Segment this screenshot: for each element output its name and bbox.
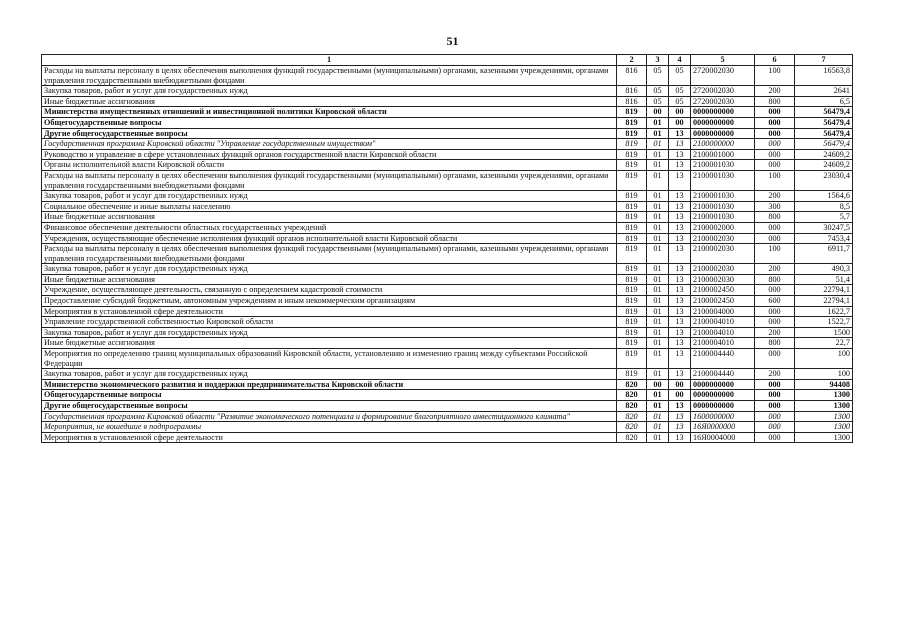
table-row xyxy=(42,128,853,139)
table-row xyxy=(42,338,853,349)
cell-target-article: 2100002450 xyxy=(691,296,755,307)
cell-expense-type: 800 xyxy=(755,212,795,223)
cell-ministry-code: 819 xyxy=(617,327,647,338)
cell-target-article: 0000000000 xyxy=(691,379,755,390)
cell-expense-type: 300 xyxy=(755,201,795,212)
table-row xyxy=(42,96,853,107)
cell-amount: 1622,7 xyxy=(795,306,853,317)
cell-target-article: 2100004010 xyxy=(691,338,755,349)
table-row xyxy=(42,432,853,443)
table-row xyxy=(42,411,853,422)
cell-ministry-code: 819 xyxy=(617,349,647,369)
cell-ministry-code: 819 xyxy=(617,107,647,118)
cell-subsection: 13 xyxy=(669,170,691,190)
cell-expense-type: 600 xyxy=(755,296,795,307)
cell-name: Иные бюджетные ассигнования xyxy=(42,96,617,107)
cell-amount: 1564,6 xyxy=(795,191,853,202)
cell-section: 01 xyxy=(647,432,669,443)
cell-subsection: 05 xyxy=(669,86,691,97)
cell-section: 01 xyxy=(647,170,669,190)
cell-target-article: 0000000000 xyxy=(691,401,755,412)
cell-ministry-code: 819 xyxy=(617,317,647,328)
table-row xyxy=(42,86,853,97)
cell-name: Закупка товаров, работ и услуг для государственных нужд xyxy=(42,86,617,97)
cell-amount: 56479,4 xyxy=(795,139,853,150)
cell-name: Общегосударственные вопросы xyxy=(42,117,617,128)
cell-target-article: 2100001030 xyxy=(691,191,755,202)
table-row xyxy=(42,264,853,275)
cell-subsection: 13 xyxy=(669,212,691,223)
column-header: 3 xyxy=(647,55,669,66)
cell-expense-type: 100 xyxy=(755,170,795,190)
cell-section: 00 xyxy=(647,379,669,390)
cell-ministry-code: 819 xyxy=(617,296,647,307)
budget-table xyxy=(41,54,853,443)
cell-subsection: 13 xyxy=(669,139,691,150)
cell-target-article: 0000000000 xyxy=(691,390,755,401)
cell-expense-type: 200 xyxy=(755,191,795,202)
cell-subsection: 13 xyxy=(669,160,691,171)
cell-amount: 1300 xyxy=(795,422,853,433)
table-row xyxy=(42,285,853,296)
cell-name: Управление государственной собственностью Кировской области xyxy=(42,317,617,328)
cell-expense-type: 800 xyxy=(755,338,795,349)
cell-name: Расходы на выплаты персоналу в целях обеспечения выполнения функций государственными (муниципальными) органами, казенными учреждениями, органами управления государственными внебюджетными фондами xyxy=(42,66,617,86)
cell-expense-type: 000 xyxy=(755,401,795,412)
cell-name: Расходы на выплаты персоналу в целях обеспечения выполнения функций государственными (муниципальными) органами, казенными учреждениями, органами управления государственными внебюджетными фондами xyxy=(42,170,617,190)
cell-target-article: 2100001030 xyxy=(691,201,755,212)
cell-target-article: 16Я0004000 xyxy=(691,432,755,443)
cell-subsection: 13 xyxy=(669,191,691,202)
cell-ministry-code: 816 xyxy=(617,96,647,107)
cell-expense-type: 200 xyxy=(755,264,795,275)
cell-name: Другие общегосударственные вопросы xyxy=(42,128,617,139)
cell-subsection: 13 xyxy=(669,306,691,317)
cell-expense-type: 000 xyxy=(755,160,795,171)
cell-section: 01 xyxy=(647,285,669,296)
cell-amount: 100 xyxy=(795,369,853,380)
cell-section: 01 xyxy=(647,296,669,307)
cell-subsection: 13 xyxy=(669,296,691,307)
cell-ministry-code: 819 xyxy=(617,222,647,233)
cell-target-article: 2100002000 xyxy=(691,222,755,233)
cell-name: Мероприятия в установленной сфере деятельности xyxy=(42,432,617,443)
cell-amount: 6911,7 xyxy=(795,244,853,264)
column-header: 5 xyxy=(691,55,755,66)
cell-name: Мероприятия, не вошедшие в подпрограммы xyxy=(42,422,617,433)
table-row xyxy=(42,160,853,171)
cell-amount: 24609,2 xyxy=(795,149,853,160)
table-row xyxy=(42,422,853,433)
table-row xyxy=(42,401,853,412)
cell-section: 01 xyxy=(647,139,669,150)
table-row xyxy=(42,379,853,390)
cell-ministry-code: 819 xyxy=(617,233,647,244)
cell-amount: 30247,5 xyxy=(795,222,853,233)
table-row xyxy=(42,306,853,317)
cell-name: Учреждения, осуществляющие обеспечение исполнения функций органов исполнительной власти Кировской области xyxy=(42,233,617,244)
cell-expense-type: 000 xyxy=(755,432,795,443)
cell-target-article: 2100004010 xyxy=(691,317,755,328)
cell-subsection: 13 xyxy=(669,264,691,275)
cell-subsection: 00 xyxy=(669,390,691,401)
cell-expense-type: 000 xyxy=(755,117,795,128)
cell-ministry-code: 819 xyxy=(617,160,647,171)
cell-ministry-code: 819 xyxy=(617,139,647,150)
table-row xyxy=(42,327,853,338)
cell-name: Другие общегосударственные вопросы xyxy=(42,401,617,412)
cell-ministry-code: 820 xyxy=(617,401,647,412)
table-row xyxy=(42,117,853,128)
cell-subsection: 13 xyxy=(669,432,691,443)
cell-amount: 56479,4 xyxy=(795,107,853,118)
cell-subsection: 13 xyxy=(669,244,691,264)
column-header: 7 xyxy=(795,55,853,66)
cell-section: 01 xyxy=(647,338,669,349)
cell-amount: 1300 xyxy=(795,401,853,412)
cell-section: 01 xyxy=(647,411,669,422)
cell-name: Общегосударственные вопросы xyxy=(42,390,617,401)
cell-amount: 6,5 xyxy=(795,96,853,107)
cell-amount: 2641 xyxy=(795,86,853,97)
cell-section: 01 xyxy=(647,244,669,264)
cell-ministry-code: 819 xyxy=(617,369,647,380)
cell-target-article: 16Я0000000 xyxy=(691,422,755,433)
cell-subsection: 13 xyxy=(669,201,691,212)
cell-expense-type: 000 xyxy=(755,411,795,422)
table-row xyxy=(42,139,853,150)
cell-name: Закупка товаров, работ и услуг для государственных нужд xyxy=(42,327,617,338)
cell-expense-type: 000 xyxy=(755,222,795,233)
cell-expense-type: 000 xyxy=(755,233,795,244)
cell-target-article: 2100002030 xyxy=(691,274,755,285)
cell-name: Расходы на выплаты персоналу в целях обеспечения выполнения функций государственными (муниципальными) органами, казенными учреждениями, органами управления государственными внебюджетными фондами xyxy=(42,244,617,264)
cell-expense-type: 000 xyxy=(755,422,795,433)
cell-section: 01 xyxy=(647,274,669,285)
cell-name: Иные бюджетные ассигнования xyxy=(42,274,617,285)
table-row xyxy=(42,66,853,86)
cell-name: Закупка товаров, работ и услуг для государственных нужд xyxy=(42,264,617,275)
cell-section: 01 xyxy=(647,327,669,338)
cell-name: Закупка товаров, работ и услуг для государственных нужд xyxy=(42,369,617,380)
cell-target-article: 2100002030 xyxy=(691,244,755,264)
cell-target-article: 2100002450 xyxy=(691,285,755,296)
cell-ministry-code: 820 xyxy=(617,379,647,390)
cell-section: 01 xyxy=(647,117,669,128)
cell-name: Министерство экономического развития и поддержки предпринимательства Кировской области xyxy=(42,379,617,390)
cell-amount: 22794,1 xyxy=(795,285,853,296)
cell-ministry-code: 819 xyxy=(617,264,647,275)
cell-subsection: 13 xyxy=(669,349,691,369)
cell-subsection: 00 xyxy=(669,379,691,390)
cell-subsection: 05 xyxy=(669,96,691,107)
cell-name: Государственная программа Кировской области "Развитие экономического потенциала и формирование благоприятного инвестиционного климата" xyxy=(42,411,617,422)
cell-target-article: 2720002030 xyxy=(691,66,755,86)
cell-target-article: 2100004440 xyxy=(691,369,755,380)
cell-expense-type: 000 xyxy=(755,349,795,369)
cell-target-article: 2100002030 xyxy=(691,264,755,275)
cell-section: 01 xyxy=(647,149,669,160)
cell-amount: 22794,1 xyxy=(795,296,853,307)
column-header: 1 xyxy=(42,55,617,66)
cell-expense-type: 100 xyxy=(755,244,795,264)
cell-section: 01 xyxy=(647,390,669,401)
cell-section: 01 xyxy=(647,401,669,412)
cell-name: Учреждение, осуществляющее деятельность, связанную с определением кадастровой стоимости xyxy=(42,285,617,296)
table-row xyxy=(42,296,853,307)
cell-ministry-code: 819 xyxy=(617,212,647,223)
cell-section: 05 xyxy=(647,86,669,97)
cell-section: 01 xyxy=(647,191,669,202)
cell-subsection: 13 xyxy=(669,422,691,433)
cell-subsection: 13 xyxy=(669,411,691,422)
cell-amount: 1300 xyxy=(795,411,853,422)
cell-ministry-code: 820 xyxy=(617,432,647,443)
cell-subsection: 13 xyxy=(669,401,691,412)
cell-ministry-code: 820 xyxy=(617,390,647,401)
cell-section: 01 xyxy=(647,233,669,244)
cell-expense-type: 200 xyxy=(755,327,795,338)
cell-name: Мероприятия по определению границ муниципальных образований Кировской области, установлению и изменению границ между субъектами Российской Федерации xyxy=(42,349,617,369)
cell-expense-type: 200 xyxy=(755,369,795,380)
cell-name: Иные бюджетные ассигнования xyxy=(42,338,617,349)
cell-name: Социальное обеспечение и иные выплаты населению xyxy=(42,201,617,212)
cell-expense-type: 000 xyxy=(755,139,795,150)
cell-ministry-code: 819 xyxy=(617,170,647,190)
cell-expense-type: 000 xyxy=(755,379,795,390)
cell-target-article: 2100001030 xyxy=(691,160,755,171)
cell-target-article: 0000000000 xyxy=(691,107,755,118)
cell-ministry-code: 819 xyxy=(617,244,647,264)
cell-amount: 100 xyxy=(795,349,853,369)
cell-target-article: 0000000000 xyxy=(691,117,755,128)
cell-section: 01 xyxy=(647,369,669,380)
table-row xyxy=(42,274,853,285)
table-row xyxy=(42,233,853,244)
cell-ministry-code: 816 xyxy=(617,66,647,86)
cell-ministry-code: 819 xyxy=(617,191,647,202)
table-row xyxy=(42,317,853,328)
cell-target-article: 1600000000 xyxy=(691,411,755,422)
cell-name: Иные бюджетные ассигнования xyxy=(42,212,617,223)
cell-subsection: 13 xyxy=(669,338,691,349)
cell-section: 05 xyxy=(647,66,669,86)
cell-ministry-code: 819 xyxy=(617,149,647,160)
cell-section: 01 xyxy=(647,422,669,433)
table-row xyxy=(42,244,853,264)
cell-amount: 51,4 xyxy=(795,274,853,285)
column-header: 4 xyxy=(669,55,691,66)
cell-subsection: 13 xyxy=(669,128,691,139)
cell-expense-type: 000 xyxy=(755,306,795,317)
cell-section: 01 xyxy=(647,212,669,223)
cell-target-article: 2100001000 xyxy=(691,149,755,160)
cell-section: 01 xyxy=(647,306,669,317)
cell-ministry-code: 819 xyxy=(617,306,647,317)
cell-subsection: 13 xyxy=(669,327,691,338)
cell-subsection: 00 xyxy=(669,117,691,128)
cell-expense-type: 200 xyxy=(755,86,795,97)
cell-target-article: 2100001030 xyxy=(691,212,755,223)
cell-name: Мероприятия в установленной сфере деятельности xyxy=(42,306,617,317)
cell-target-article: 0000000000 xyxy=(691,128,755,139)
table-row xyxy=(42,149,853,160)
cell-ministry-code: 819 xyxy=(617,285,647,296)
cell-section: 01 xyxy=(647,201,669,212)
cell-amount: 22,7 xyxy=(795,338,853,349)
cell-subsection: 13 xyxy=(669,233,691,244)
cell-ministry-code: 819 xyxy=(617,274,647,285)
cell-expense-type: 000 xyxy=(755,285,795,296)
cell-amount: 7453,4 xyxy=(795,233,853,244)
table-row xyxy=(42,390,853,401)
cell-amount: 490,3 xyxy=(795,264,853,275)
table-row xyxy=(42,107,853,118)
cell-expense-type: 000 xyxy=(755,128,795,139)
cell-ministry-code: 820 xyxy=(617,411,647,422)
cell-name: Государственная программа Кировской области "Управление государственным имуществом" xyxy=(42,139,617,150)
cell-section: 01 xyxy=(647,264,669,275)
cell-target-article: 2100004010 xyxy=(691,327,755,338)
table-row xyxy=(42,349,853,369)
cell-expense-type: 800 xyxy=(755,274,795,285)
cell-target-article: 2100000000 xyxy=(691,139,755,150)
cell-name: Органы исполнительной власти Кировской области xyxy=(42,160,617,171)
cell-amount: 94408 xyxy=(795,379,853,390)
header-row xyxy=(42,55,853,66)
column-header: 2 xyxy=(617,55,647,66)
cell-name: Министерство имущественных отношений и инвестиционной политики Кировской области xyxy=(42,107,617,118)
cell-amount: 1300 xyxy=(795,390,853,401)
cell-subsection: 13 xyxy=(669,149,691,160)
cell-amount: 24609,2 xyxy=(795,160,853,171)
cell-expense-type: 800 xyxy=(755,96,795,107)
cell-ministry-code: 819 xyxy=(617,201,647,212)
cell-subsection: 05 xyxy=(669,66,691,86)
cell-ministry-code: 816 xyxy=(617,86,647,97)
cell-expense-type: 000 xyxy=(755,149,795,160)
cell-section: 01 xyxy=(647,128,669,139)
cell-name: Руководство и управление в сфере установленных функций органов государственной власти Кировской области xyxy=(42,149,617,160)
table-row xyxy=(42,201,853,212)
cell-name: Финансовое обеспечение деятельности областных государственных учреждений xyxy=(42,222,617,233)
cell-section: 01 xyxy=(647,160,669,171)
cell-name: Предоставление субсидий бюджетным, автономным учреждениям и иным некоммерческим организациям xyxy=(42,296,617,307)
cell-expense-type: 000 xyxy=(755,317,795,328)
cell-subsection: 13 xyxy=(669,369,691,380)
cell-subsection: 13 xyxy=(669,317,691,328)
cell-subsection: 13 xyxy=(669,274,691,285)
cell-subsection: 00 xyxy=(669,107,691,118)
column-header: 6 xyxy=(755,55,795,66)
cell-amount: 1500 xyxy=(795,327,853,338)
cell-ministry-code: 820 xyxy=(617,422,647,433)
cell-ministry-code: 819 xyxy=(617,117,647,128)
cell-target-article: 2720002030 xyxy=(691,86,755,97)
cell-amount: 8,5 xyxy=(795,201,853,212)
cell-target-article: 2100004440 xyxy=(691,349,755,369)
cell-subsection: 13 xyxy=(669,285,691,296)
table-row xyxy=(42,170,853,190)
cell-amount: 5,7 xyxy=(795,212,853,223)
table-row xyxy=(42,369,853,380)
table-body xyxy=(42,66,853,443)
cell-amount: 16563,8 xyxy=(795,66,853,86)
cell-target-article: 2100004000 xyxy=(691,306,755,317)
cell-ministry-code: 819 xyxy=(617,338,647,349)
cell-amount: 56479,4 xyxy=(795,117,853,128)
cell-amount: 23030,4 xyxy=(795,170,853,190)
cell-expense-type: 000 xyxy=(755,390,795,401)
page-number: 51 xyxy=(446,34,459,48)
cell-target-article: 2720002030 xyxy=(691,96,755,107)
cell-section: 01 xyxy=(647,222,669,233)
cell-amount: 1522,7 xyxy=(795,317,853,328)
cell-amount: 1300 xyxy=(795,432,853,443)
cell-section: 01 xyxy=(647,349,669,369)
cell-expense-type: 000 xyxy=(755,107,795,118)
cell-subsection: 13 xyxy=(669,222,691,233)
table-row xyxy=(42,212,853,223)
cell-amount: 56479,4 xyxy=(795,128,853,139)
cell-target-article: 2100002030 xyxy=(691,233,755,244)
cell-section: 05 xyxy=(647,96,669,107)
cell-target-article: 2100001030 xyxy=(691,170,755,190)
cell-section: 00 xyxy=(647,107,669,118)
cell-expense-type: 100 xyxy=(755,66,795,86)
cell-ministry-code: 819 xyxy=(617,128,647,139)
table-row xyxy=(42,191,853,202)
cell-section: 01 xyxy=(647,317,669,328)
table-row xyxy=(42,222,853,233)
cell-name: Закупка товаров, работ и услуг для государственных нужд xyxy=(42,191,617,202)
